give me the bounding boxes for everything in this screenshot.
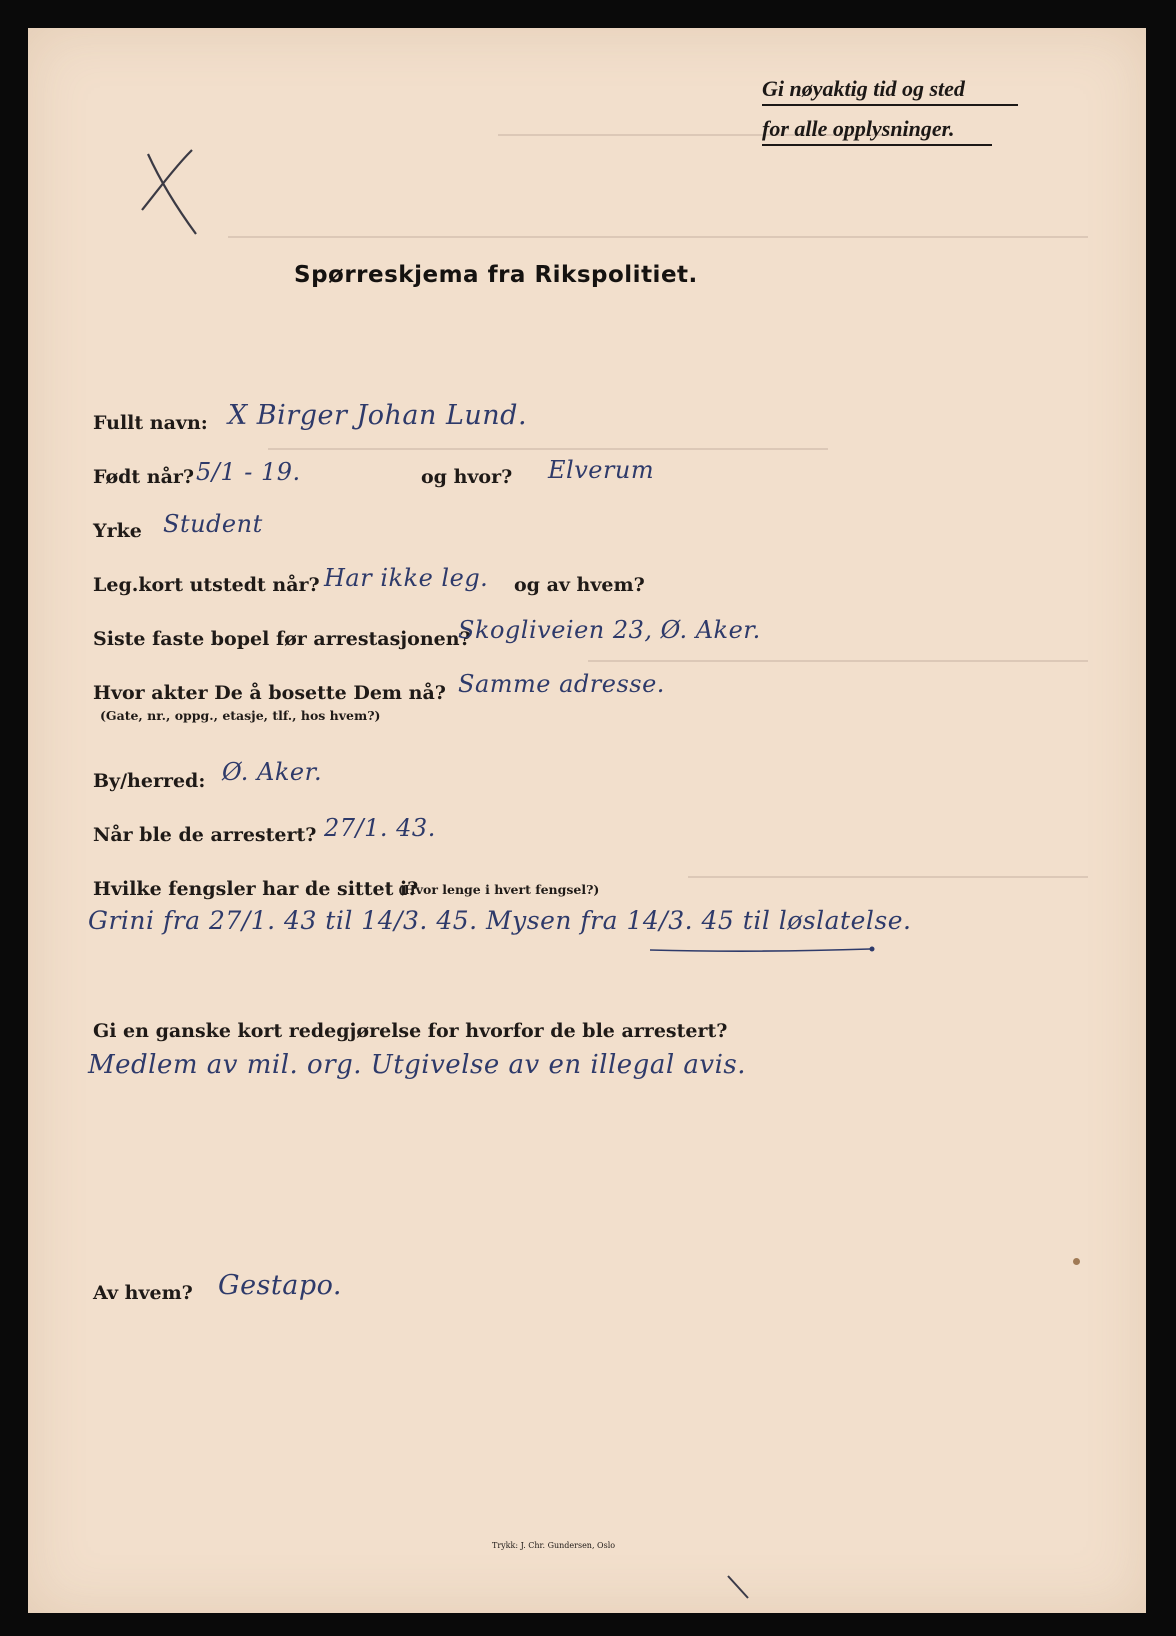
last-address-value: Skogliveien 23, Ø. Aker.	[458, 616, 761, 644]
bleed-through-line	[688, 876, 1088, 878]
future-address-sublabel: (Gate, nr., oppg., etasje, tlf., hos hvem?)	[100, 708, 381, 723]
stain-dot	[1073, 1258, 1080, 1265]
notice-underline-2	[762, 144, 992, 146]
occupation-label: Yrke	[93, 520, 142, 542]
handwritten-underline	[648, 944, 878, 956]
prisons-sublabel: (Hvor lenge i hvert fengsel?)	[398, 882, 600, 897]
arrested-when-label: Når ble de arrestert?	[93, 824, 317, 846]
full-name-label: Fullt navn:	[93, 412, 208, 434]
bleed-through-line	[228, 236, 1088, 238]
future-address-label: Hvor akter De å bosette Dem nå?	[93, 682, 446, 704]
prisons-value: Grini fra 27/1. 43 til 14/3. 45. Mysen fra 14/3. 45 til løslatelse.	[88, 906, 912, 935]
bleed-through-line	[588, 660, 1088, 662]
occupation-value: Student	[163, 510, 263, 538]
stray-pen-mark	[724, 1572, 754, 1602]
notice-underline-1	[762, 104, 1018, 106]
legkort-when-value: Har ikke leg.	[324, 564, 489, 592]
notice-line-1: Gi nøyaktig tid og sted	[762, 76, 965, 101]
legkort-by-label: og av hvem?	[514, 574, 645, 596]
municipality-value: Ø. Aker.	[222, 758, 323, 786]
arrested-when-value: 27/1. 43.	[324, 814, 436, 842]
notice-line-2: for alle opplysninger.	[762, 116, 955, 141]
born-when-label: Født når?	[93, 466, 195, 488]
prisons-label: Hvilke fengsler har de sittet i?	[93, 878, 419, 900]
municipality-label: By/herred:	[93, 770, 206, 792]
born-where-value: Elverum	[548, 456, 655, 484]
arrested-by-value: Gestapo.	[218, 1270, 342, 1301]
born-when-value: 5/1 - 19.	[196, 458, 301, 486]
legkort-when-label: Leg.kort utstedt når?	[93, 574, 320, 596]
reason-label: Gi en ganske kort redegjørelse for hvorfor de ble arrestert?	[93, 1020, 728, 1042]
form-title: Spørreskjema fra Rikspolitiet.	[294, 262, 698, 288]
bleed-through-line	[268, 448, 828, 450]
full-name-value: X Birger Johan Lund.	[228, 400, 528, 431]
arrested-by-label: Av hvem?	[93, 1282, 193, 1304]
printer-imprint: Trykk: J. Chr. Gundersen, Oslo	[492, 1541, 616, 1550]
future-address-value: Samme adresse.	[458, 670, 665, 698]
last-address-label: Siste faste bopel før arrestasjonen?	[93, 628, 471, 650]
born-where-label: og hvor?	[421, 466, 513, 488]
handwritten-x-mark	[136, 146, 206, 238]
questionnaire-form	[28, 28, 1146, 1613]
reason-value: Medlem av mil. org. Utgivelse av en illegal avis.	[88, 1050, 747, 1080]
